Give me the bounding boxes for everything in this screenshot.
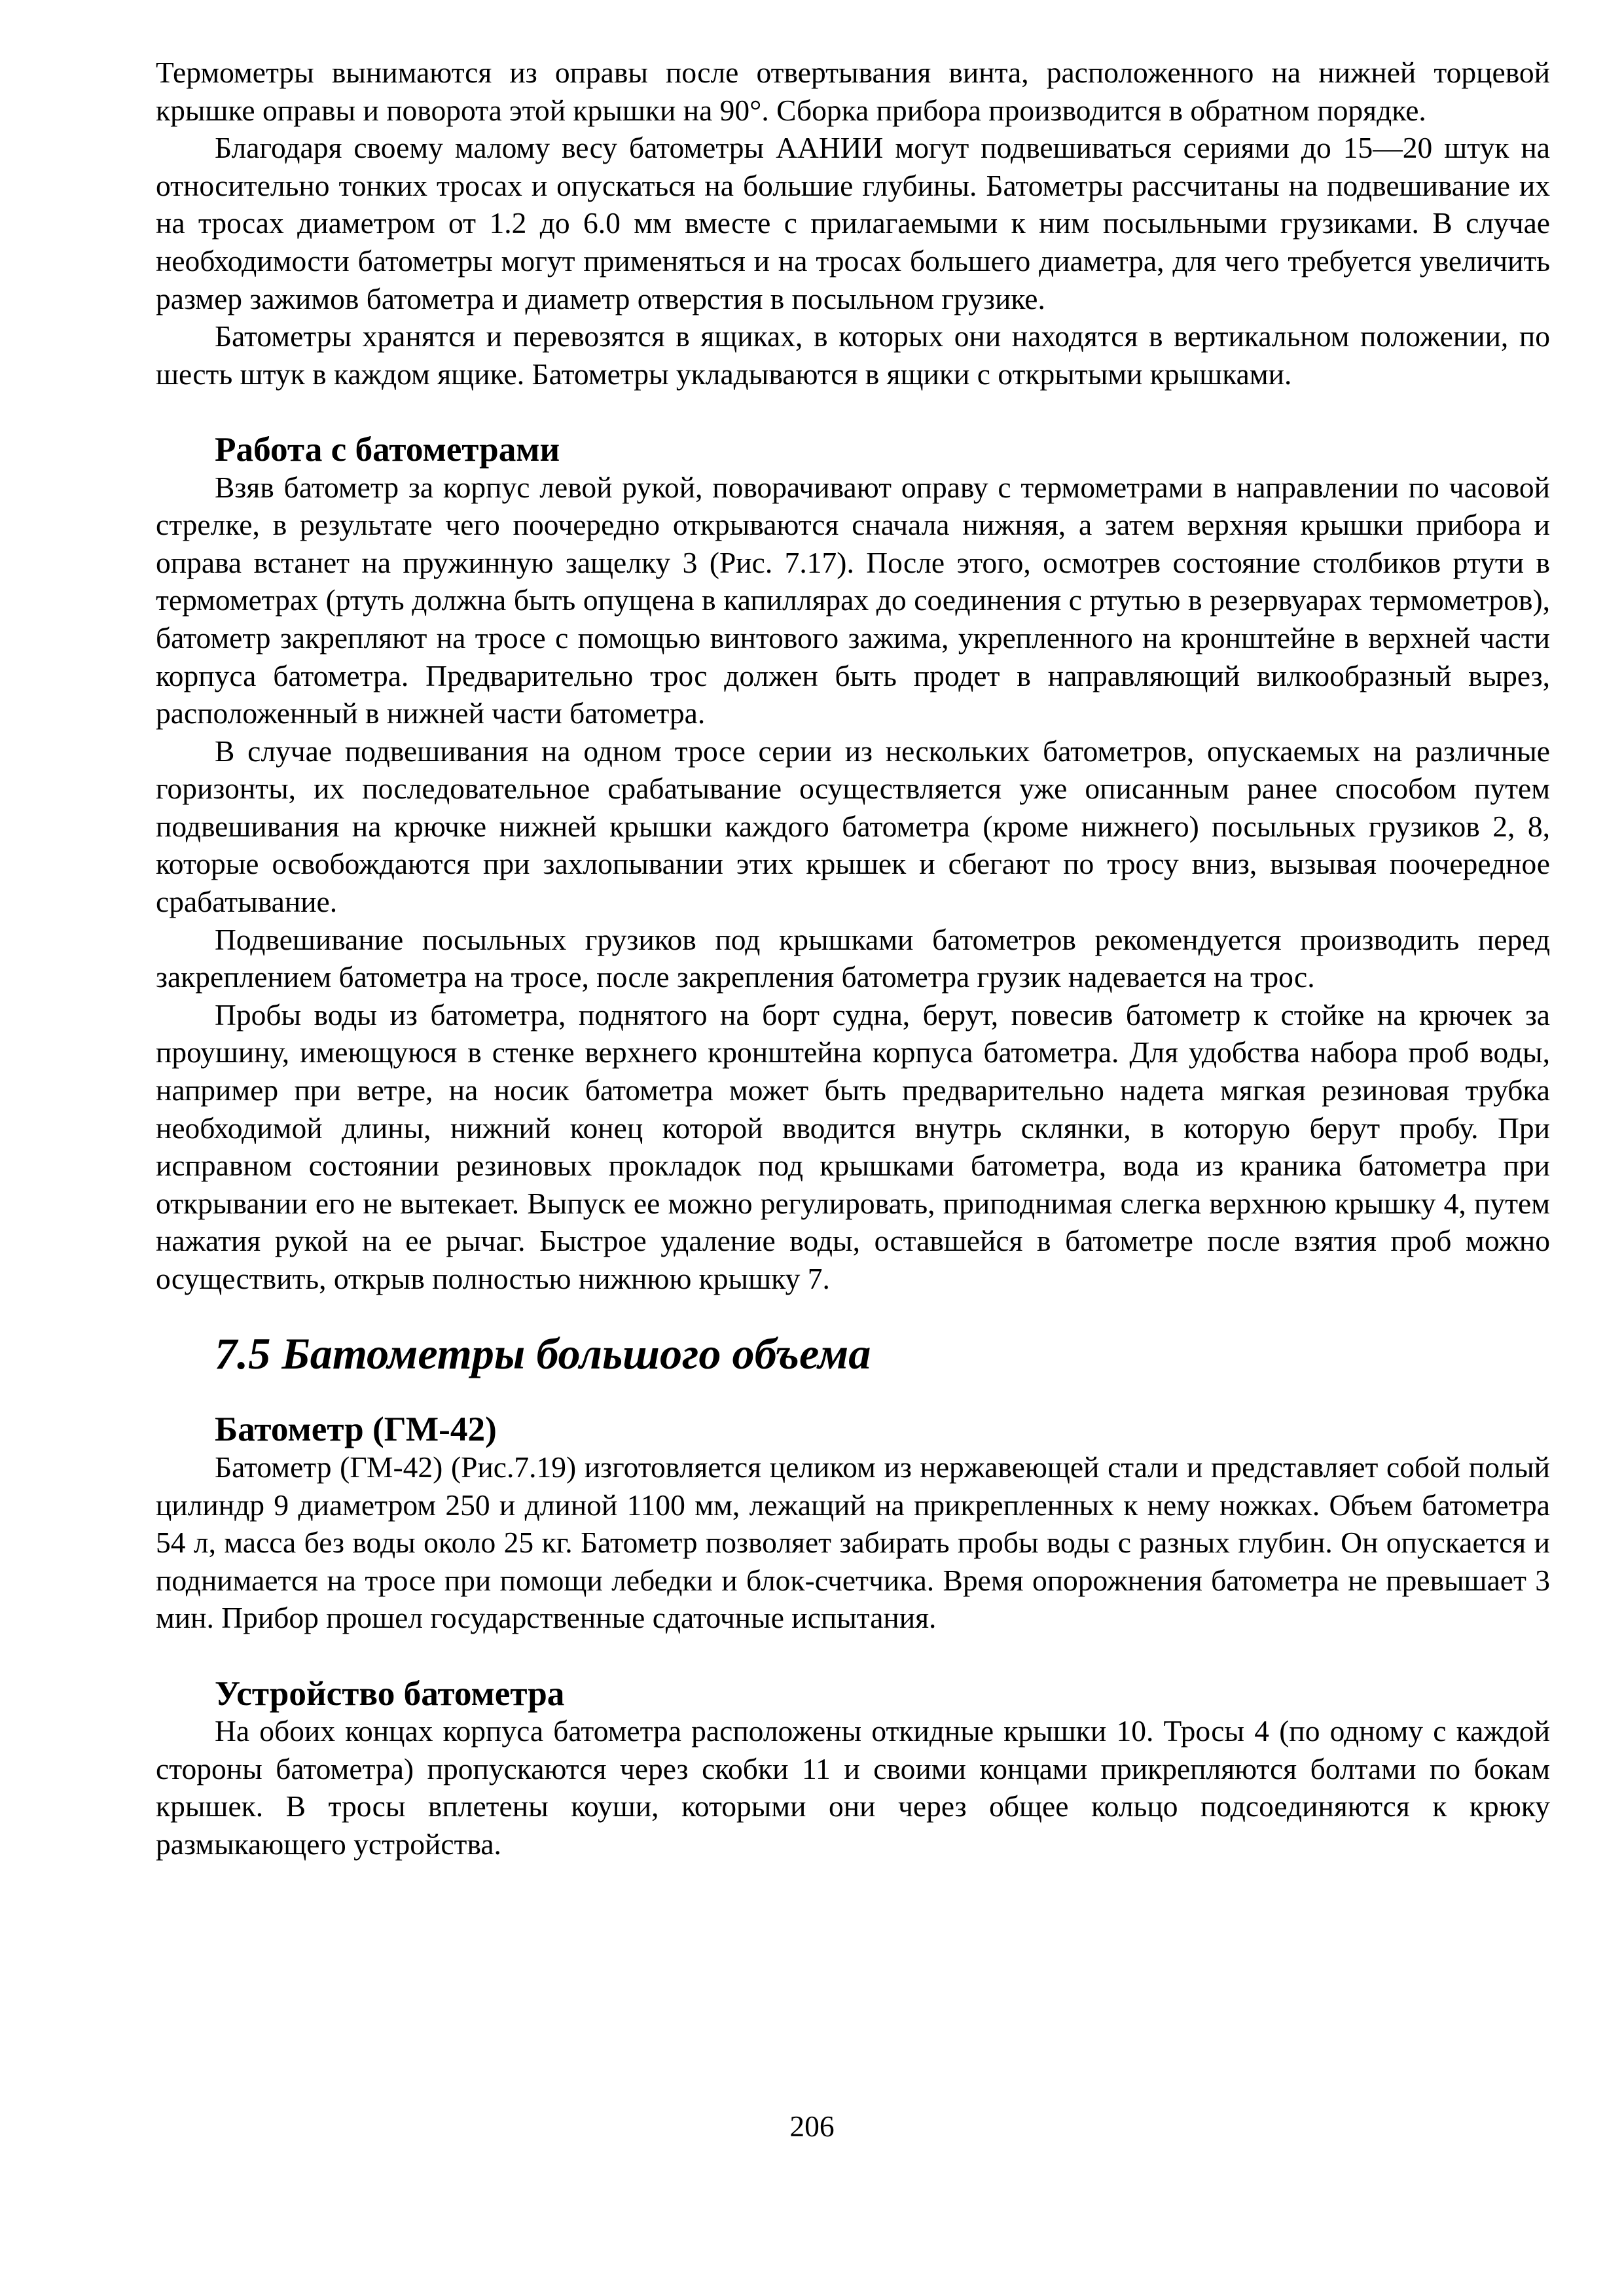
section-spacer (156, 1373, 1550, 1411)
page-body (156, 54, 1550, 1863)
page-number: 206 (789, 2109, 835, 2143)
paragraph-water-sampling: Пробы воды из батометра, поднятого на борт судна, берут, повесив батометр к стойке на крючек за проушину, имеющуюся в стенке верхнего кронштейна корпуса батометра. Для удобства набора проб воды, например при ветре, на носик батометра может быть предварительно надета мягкая резиновая трубка необходимой длины, нижний конец которой вводится внутрь склянки, в которую берут пробу. При исправном состоянии резиновых прокладок под крышками батометра, вода из краника батометра при открывании его не вытекает. Выпуск ее можно регулировать, приподнимая слегка верхнюю крышку 4, путем нажатия рукой на ее рычаг. Быстрое удаление воды, оставшейся в батометре после взятия проб можно осуществить, открыв полностью нижнюю крышку 7. (156, 997, 1550, 1295)
paragraph-storage: Батометры хранятся и перевозятся в ящиках, в которых они находятся в вертикальном положении, по шесть штук в каждом ящике. Батометры укладываются в ящики с открытыми крышками. (156, 319, 1550, 391)
heading-device-structure: Устройство батометра (215, 1674, 565, 1713)
section-spacer (156, 393, 1550, 431)
paragraph-messenger-weights: Подвешивание посыльных грузиков под крышками батометров рекомендуется производить перед закреплением батометра на тросе, после закрепления батометра грузик надевается на трос. (156, 922, 1550, 994)
section-heading-7-5: 7.5 Батометры большого объема (215, 1329, 871, 1379)
section-spacer (156, 1637, 1550, 1675)
paragraph-gm42-description: Батометр (ГМ-42) (Рис.7.19) изготовляется целиком из нержавеющей стали и представляет собой полый цилиндр 9 диаметром 250 и длиной 1100 мм, лежащий на прикрепленных к нему ножках. Объем батометра 54 л, масса без воды около 25 кг. Батометр позволяет забирать пробы воды с разных глубин. Он опускается и поднимается на тросе при помощи лебедки и блок-счетчика. Время опорожнения батометра не превышает 3 мин. Прибор прошел государственные сдаточные испытания. (156, 1450, 1550, 1635)
heading-gm42: Батометр (ГМ-42) (215, 1410, 497, 1449)
heading-work-with-bathometers: Работа с батометрами (215, 429, 560, 469)
paragraph-light-weight: Благодаря своему малому весу батометры ААНИИ могут подвешиваться сериями до 15—20 штук на относительно тонких тросах и опускаться на большие глубины. Батометры рассчитаны на подвешивание их на тросах диаметром от 1.2 до 6.0 мм вместе с прилагаемыми к ним посыльными грузиками. В случае необходимости батометры могут применяться и на тросах большего диаметра, для чего требуется увеличить размер зажимов батометра и диаметр отверстия в посыльном грузике. (156, 131, 1550, 315)
paragraph-device-structure: На обоих концах корпуса батометра расположены откидные крышки 10. Тросы 4 (по одному с каждой стороны батометра) пропускаются через скобки 11 и своими концами прикрепляются болтами по бокам крышек. В тросы вплетены коуши, которыми они через общее кольцо подсоединяются к крюку размыкающего устройства. (156, 1714, 1550, 1861)
paragraph-work-procedure: Взяв батометр за корпус левой рукой, поворачивают оправу с термометрами в направлении по часовой стрелке, в результате чего поочередно открываются сначала нижняя, а затем верхняя крышки прибора и оправа встанет на пружинную защелку 3 (Рис. 7.17). После этого, осмотрев состояние столбиков ртути в термометрах (ртуть должна быть опущена в капиллярах до соединения с ртутью в резервуарах термометров), батометр закрепляют на тросе с помощью винтового зажима, укрепленного на кронштейне в верхней части корпуса батометра. Предварительно трос должен быть продет в направляющий вилкообразный вырез, расположенный в нижней части батометра. (156, 470, 1550, 730)
paragraph-series-suspension: В случае подвешивания на одном тросе серии из нескольких батометров, опускаемых на различные горизонты, их последовательное срабатывание осуществляется уже описанным ранее способом путем подвешивания на крючке нижней крышки каждого батометра (кроме нижнего) посыльных грузиков 2, 8, которые освобождаются при захлопывании этих крышек и сбегают по тросу вниз, вызывая поочередное срабатывание. (156, 734, 1550, 919)
paragraph-thermometer-removal: Термометры вынимаются из оправы после отвертывания винта, расположенного на нижней торцевой крышке оправы и поворота этой крышки на 90°. Сборка прибора производится в обратном порядке. (156, 56, 1550, 127)
